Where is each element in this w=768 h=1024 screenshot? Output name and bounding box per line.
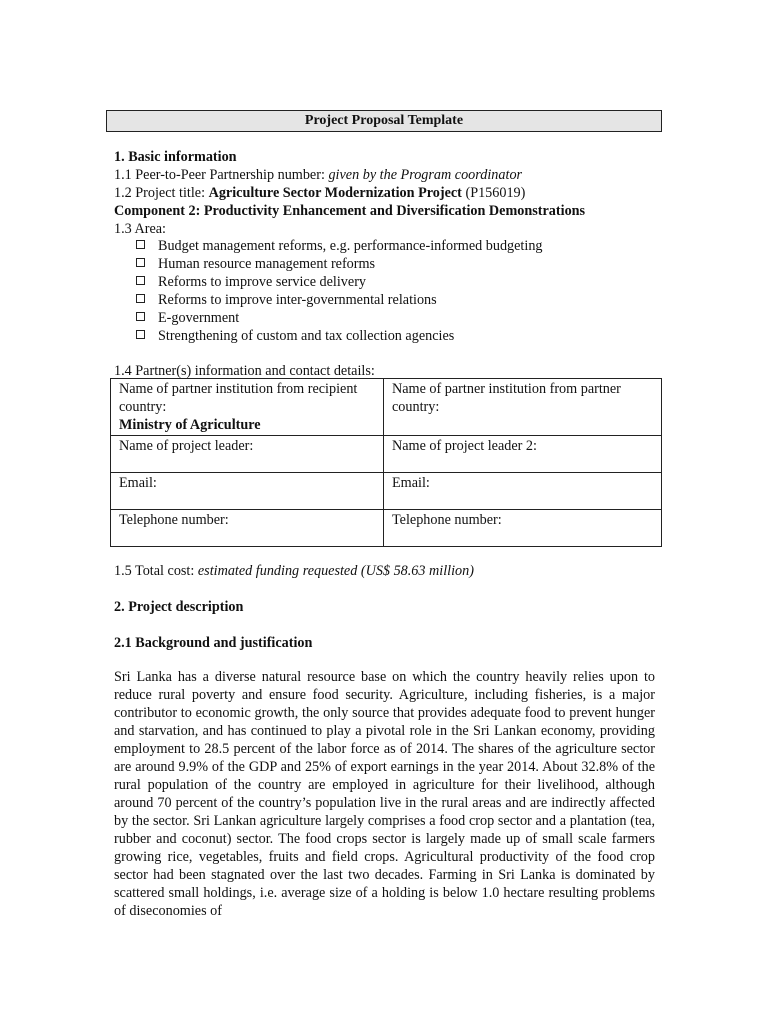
area-item[interactable] xyxy=(136,273,543,291)
partners-label: 1.4 Partner(s) information and contact details: xyxy=(114,363,375,379)
area-item-label: Reforms to improve inter-governmental relations xyxy=(158,292,437,308)
project-title-label: 1.2 Project title: xyxy=(114,185,209,201)
total-cost-line xyxy=(114,562,474,580)
email-2-cell[interactable] xyxy=(384,473,662,510)
partner-institution-label: Name of partner institution from partner country: xyxy=(392,381,621,415)
checkbox-icon[interactable] xyxy=(136,258,145,267)
telephone-label: Telephone number: xyxy=(119,512,229,528)
recipient-institution-label: Name of partner institution from recipient country: xyxy=(119,381,358,415)
recipient-institution-cell[interactable] xyxy=(111,379,384,436)
checkbox-icon[interactable] xyxy=(136,312,145,321)
table-row xyxy=(111,436,662,473)
project-leader-2-label: Name of project leader 2: xyxy=(392,438,537,454)
email-2-label: Email: xyxy=(392,475,430,491)
area-item[interactable] xyxy=(136,291,543,309)
checkbox-icon[interactable] xyxy=(136,330,145,339)
recipient-institution-value: Ministry of Agriculture xyxy=(119,417,261,433)
project-title-line xyxy=(114,184,525,202)
area-item[interactable] xyxy=(136,237,543,255)
project-leader-cell[interactable] xyxy=(111,436,384,473)
telephone-2-label: Telephone number: xyxy=(392,512,502,528)
component-heading: Component 2: Productivity Enhancement and Diversification Demonstrations xyxy=(114,203,586,219)
area-item[interactable] xyxy=(136,255,543,273)
telephone-2-cell[interactable] xyxy=(384,510,662,547)
checkbox-icon[interactable] xyxy=(136,294,145,303)
project-title-value: Agriculture Sector Modernization Project xyxy=(208,185,462,201)
project-description-heading: 2. Project description xyxy=(114,599,244,615)
total-cost-label: 1.5 Total cost: xyxy=(114,563,198,579)
checkbox-icon[interactable] xyxy=(136,276,145,285)
partnership-number-label: 1.1 Peer-to-Peer Partnership number: xyxy=(114,167,329,183)
total-cost-value: estimated funding requested (US$ 58.63 million) xyxy=(197,563,474,579)
partnership-number-value: given by the Program coordinator xyxy=(328,167,523,183)
table-row xyxy=(111,379,662,436)
area-item[interactable] xyxy=(136,327,543,345)
project-code: (P156019) xyxy=(461,185,526,201)
basic-info-heading: 1. Basic information xyxy=(114,149,237,165)
project-leader-label: Name of project leader: xyxy=(119,438,254,454)
area-label: 1.3 Area: xyxy=(114,221,167,237)
partners-table xyxy=(110,378,662,547)
area-checklist xyxy=(136,237,543,345)
area-item-label: Reforms to improve service delivery xyxy=(158,274,367,290)
email-label: Email: xyxy=(119,475,157,491)
table-row xyxy=(111,510,662,547)
partner-institution-cell[interactable] xyxy=(384,379,662,436)
area-item[interactable] xyxy=(136,309,543,327)
area-item-label: E-government xyxy=(158,310,240,326)
area-item-label: Human resource management reforms xyxy=(158,256,376,272)
project-leader-2-cell[interactable] xyxy=(384,436,662,473)
checkbox-icon[interactable] xyxy=(136,240,145,249)
telephone-cell[interactable] xyxy=(111,510,384,547)
background-paragraph: Sri Lanka has a diverse natural resource base on which the country heavily relies upon to reduce rural poverty and ensure food security. Agriculture, including fisheries, is a major contributor to economic growth, the only source that provides adequate food to prevent hunger and starvation, and has continued to play a pivotal role in the Sri Lankan economy, providing employment to 28.5 percent of the labor force as of 2014. The shares of the agriculture sector are around 9.9% of the GDP and 25% of export earnings in the year 2014. About 32.8% of the rural population of the country are employed in agriculture for their livelihood, although around 70 percent of the country’s population live in the rural areas and are indirectly affected by the sector. Sri Lankan agriculture largely comprises a food crop sector and a plantation (tea, rubber and coconut) sector. The food crops sector is largely made up of small scale farmers growing rice, vegetables, fruits and field crops. Agricultural productivity of the food crop sector had been stagnated over the last two decades. Farming in Sri Lanka is dominated by scattered small holdings, i.e. average size of a holding is below 1.0 hectare resulting problems of diseconomies of xyxy=(114,669,655,919)
table-row xyxy=(111,473,662,510)
area-item-label: Budget management reforms, e.g. performance-informed budgeting xyxy=(158,238,543,254)
email-cell[interactable] xyxy=(111,473,384,510)
document-title: Project Proposal Template xyxy=(106,110,662,132)
area-item-label: Strengthening of custom and tax collection agencies xyxy=(158,328,455,344)
background-heading: 2.1 Background and justification xyxy=(114,635,313,651)
partnership-number-line xyxy=(114,166,522,184)
